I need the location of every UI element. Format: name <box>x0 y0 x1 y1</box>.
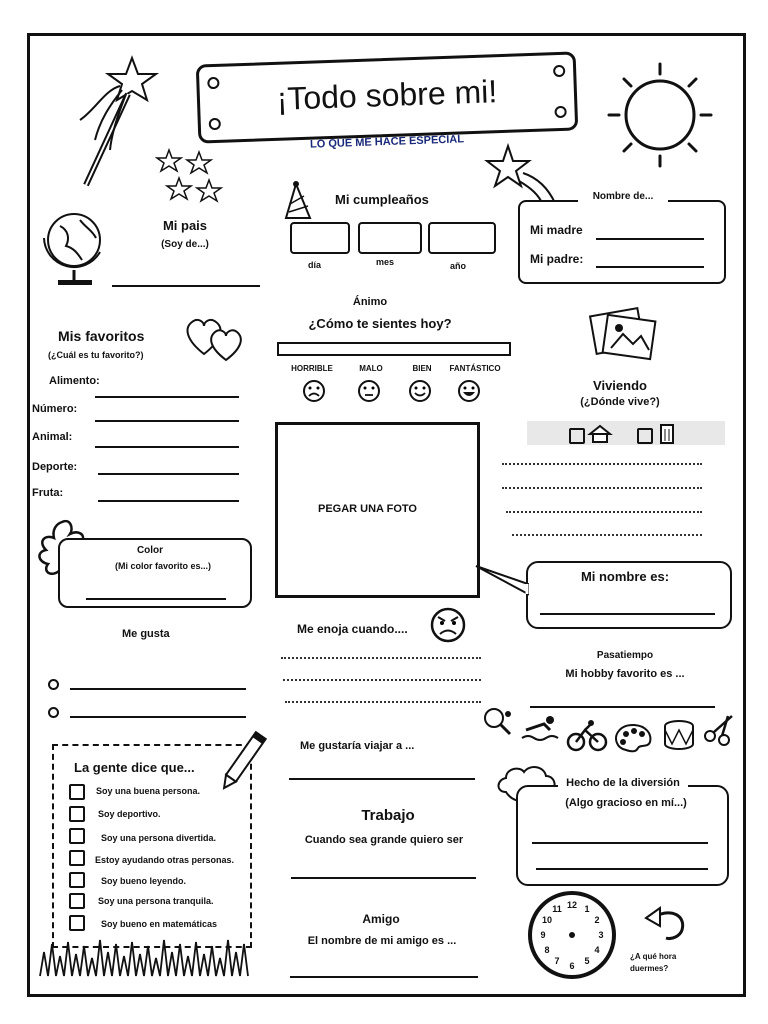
birthday-month-label: mes <box>376 257 395 267</box>
ping-pong-icon <box>482 706 516 736</box>
people-checkbox-4[interactable] <box>69 850 85 866</box>
clock-number-2: 2 <box>594 915 600 925</box>
likes-title: Me gusta <box>122 628 170 640</box>
clock-number-7: 7 <box>554 956 560 966</box>
living-hint: (¿Dónde vive?) <box>580 396 660 408</box>
birthday-title: Mi cumpleaños <box>335 192 429 207</box>
mood-fantastico-label: FANTÁSTICO <box>449 364 501 373</box>
title-banner <box>196 51 579 143</box>
clock-number-1: 1 <box>584 904 590 914</box>
travel-answer-line[interactable] <box>289 778 475 780</box>
paint-palette-icon <box>612 722 654 754</box>
color-hint: (Mi color favorito es...) <box>114 561 211 571</box>
birthday-day-box[interactable] <box>290 222 350 254</box>
people-say-title: La gente dice que... <box>74 760 195 775</box>
clock-number-12: 12 <box>566 900 578 910</box>
mother-answer-line[interactable] <box>596 238 704 240</box>
parents-names-title: Nombre de... <box>578 191 668 202</box>
likes-bullet-1 <box>48 679 59 690</box>
clock-number-9: 9 <box>540 930 546 940</box>
parents-names-box <box>518 200 726 284</box>
people-checkbox-1[interactable] <box>69 784 85 800</box>
friend-text: El nombre de mi amigo es ... <box>307 935 457 947</box>
return-arrow-icon <box>642 902 688 942</box>
clock-number-10: 10 <box>541 915 553 925</box>
people-checkbox-7[interactable] <box>69 915 85 931</box>
hearts-icon <box>182 312 252 362</box>
people-item-3: Soy una persona divertida. <box>101 833 217 843</box>
mood-malo-label: MALO <box>359 364 383 373</box>
party-hat-icon <box>284 180 314 225</box>
favorites-hint: (¿Cuál es tu favorito?) <box>48 350 144 360</box>
country-answer-line[interactable] <box>112 285 260 287</box>
people-item-4: Estoy ayudando otras personas. <box>95 855 235 865</box>
fun-fact-line-1[interactable] <box>532 842 708 844</box>
clock-number-6: 6 <box>569 961 575 971</box>
birthday-year-box[interactable] <box>428 222 496 254</box>
hobby-text: Mi hobby favorito es ... <box>565 668 685 680</box>
likes-line-1[interactable] <box>70 688 246 690</box>
favorite-animal-label: Animal: <box>32 431 73 443</box>
drum-icon <box>662 716 696 752</box>
favorite-food-label: Alimento: <box>49 375 100 387</box>
address-line-2[interactable] <box>502 487 702 489</box>
house-icon <box>589 424 611 444</box>
mood-question: ¿Cómo te sientes hoy? <box>308 316 452 331</box>
living-options-bar <box>527 421 725 445</box>
sleep-question: ¿A qué hora duermes? <box>630 952 677 973</box>
page-subtitle: LO QUE ME HACE ESPECIAL <box>309 133 465 151</box>
people-checkbox-5[interactable] <box>69 872 85 888</box>
hobby-title: Pasatiempo <box>596 650 654 661</box>
magic-wand-icon <box>70 50 160 190</box>
people-checkbox-6[interactable] <box>69 893 85 909</box>
angry-title: Me enoja cuando.... <box>297 622 408 636</box>
birthday-month-box[interactable] <box>358 222 422 254</box>
travel-title: Me gustaría viajar a ... <box>300 740 415 752</box>
happy-face-icon[interactable] <box>458 380 480 402</box>
angry-face-icon <box>430 607 466 643</box>
likes-line-2[interactable] <box>70 716 246 718</box>
scissors-icon <box>702 712 736 746</box>
people-checkbox-2[interactable] <box>69 806 85 822</box>
address-line-4[interactable] <box>512 534 702 536</box>
shooting-star-icon <box>483 143 563 208</box>
friend-answer-line[interactable] <box>290 976 478 978</box>
color-title: Color <box>136 545 164 556</box>
building-icon <box>659 423 677 445</box>
favorite-fruit-line[interactable] <box>98 500 239 502</box>
favorite-sport-line[interactable] <box>98 473 239 475</box>
fun-fact-hint: (Algo gracioso en mí...) <box>565 797 687 809</box>
address-line-3[interactable] <box>506 511 702 513</box>
favorite-sport-label: Deporte: <box>32 461 78 473</box>
clock-number-3: 3 <box>598 930 604 940</box>
sun-icon <box>605 60 715 170</box>
people-checkbox-3[interactable] <box>69 828 85 844</box>
cyclist-icon <box>567 720 607 752</box>
building-checkbox[interactable] <box>637 428 653 444</box>
address-line-1[interactable] <box>502 463 702 465</box>
my-name-title: Mi nombre es: <box>580 569 670 584</box>
hobby-answer-line[interactable] <box>530 706 715 708</box>
favorite-number-label: Número: <box>32 403 78 415</box>
page-title: ¡Todo sobre mi! <box>276 73 498 117</box>
favorite-animal-line[interactable] <box>95 446 239 448</box>
neutral-face-icon[interactable] <box>358 380 380 402</box>
work-text: Cuando sea grande quiero ser <box>304 834 464 846</box>
clock-number-11: 11 <box>552 904 562 914</box>
favorite-fruit-label: Fruta: <box>32 487 64 499</box>
swimmer-icon <box>520 714 560 744</box>
color-answer-line[interactable] <box>86 598 226 600</box>
people-item-6: Soy una persona tranquila. <box>98 896 214 906</box>
country-hint: (Soy de...) <box>161 239 209 250</box>
mother-label: Mi madre <box>530 223 583 237</box>
birthday-year-label: año <box>450 261 467 271</box>
likes-bullet-2 <box>48 707 59 718</box>
favorite-number-line[interactable] <box>95 420 239 422</box>
mood-bien-label: BIEN <box>412 364 432 373</box>
photos-icon <box>583 300 663 365</box>
globe-icon <box>40 208 110 288</box>
photo-label: PEGAR UNA FOTO <box>317 503 417 515</box>
people-item-7: Soy bueno en matemáticas <box>101 919 218 929</box>
mood-title: Ánimo <box>352 296 388 308</box>
mood-scale-bar[interactable] <box>277 342 511 356</box>
clock-number-8: 8 <box>544 945 550 955</box>
people-item-2: Soy deportivo. <box>98 809 161 819</box>
living-title: Viviendo <box>593 378 647 393</box>
clock-number-4: 4 <box>594 945 600 955</box>
pencil-icon <box>218 726 268 796</box>
clock-number-5: 5 <box>584 956 590 966</box>
favorite-food-line[interactable] <box>95 396 239 398</box>
fun-fact-title: Hecho de la diversión <box>558 777 688 789</box>
angry-line-3[interactable] <box>285 701 481 703</box>
house-checkbox[interactable] <box>569 428 585 444</box>
fun-fact-line-2[interactable] <box>536 868 708 870</box>
stars-icon <box>155 148 235 208</box>
grass-icon <box>40 934 252 978</box>
my-name-line[interactable] <box>540 613 715 615</box>
people-item-5: Soy bueno leyendo. <box>101 876 187 886</box>
sad-face-icon[interactable] <box>303 380 325 402</box>
work-title: Trabajo <box>361 807 415 824</box>
angry-line-1[interactable] <box>281 657 481 659</box>
work-answer-line[interactable] <box>291 877 476 879</box>
birthday-day-label: día <box>308 260 322 270</box>
country-title: Mi pais <box>162 218 208 233</box>
favorites-title: Mis favoritos <box>58 328 145 344</box>
speech-bubble-tail <box>476 562 530 596</box>
mood-horrible-label: HORRIBLE <box>291 364 333 373</box>
friend-title: Amigo <box>362 912 400 926</box>
people-item-1: Soy una buena persona. <box>96 786 201 796</box>
angry-line-2[interactable] <box>283 679 481 681</box>
smile-face-icon[interactable] <box>409 380 431 402</box>
clock-icon[interactable] <box>527 890 617 980</box>
father-answer-line[interactable] <box>596 266 704 268</box>
father-label: Mi padre: <box>530 252 584 266</box>
